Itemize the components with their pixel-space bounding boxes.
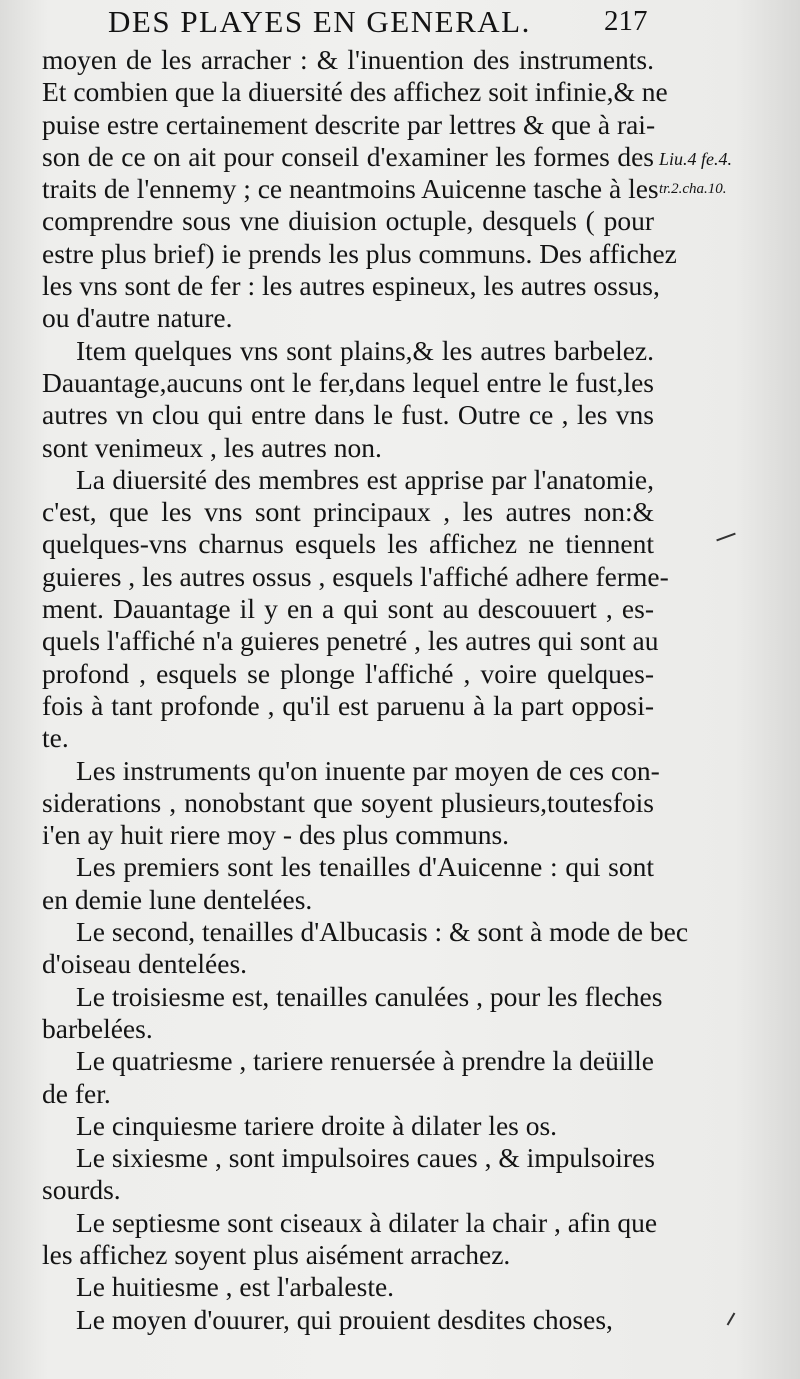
text-line: Le septiesme sont ciseaux à dilater la chair , afin que — [76, 1206, 658, 1238]
paragraph — [42, 851, 654, 916]
text-line: Les instruments qu'on inuente par moyen de ces con- — [76, 754, 660, 786]
text-line: sont venimeux , les autres non. — [42, 431, 382, 463]
text-line: de fer. — [42, 1077, 111, 1109]
text-line: Le cinquiesme tariere droite à dilater les os. — [76, 1109, 558, 1141]
paragraph — [42, 1271, 654, 1303]
text-line: en demie lune dentelées. — [42, 883, 313, 915]
text-line: moyen de les arracher : & l'inuention des instruments. — [42, 44, 654, 75]
text-line: estre plus brief) ie prends les plus communs. Des affichez — [42, 237, 677, 269]
paragraph — [42, 44, 677, 335]
text-line: Le troisiesme est, tenailles canulées , pour les fleches — [76, 980, 663, 1012]
paragraph — [42, 463, 669, 755]
text-line: son de ce on ait pour conseil d'examiner les formes des — [42, 140, 654, 172]
text-line: fois à tant profonde , qu'il est paruenu à la part opposi- — [42, 689, 654, 721]
page-number: 217 — [604, 5, 648, 37]
margin-mark — [727, 1312, 736, 1325]
text-line: barbelées. — [42, 1012, 153, 1044]
text-line: ment. Dauantage il y en a qui sont au descouuert , es- — [42, 593, 654, 625]
text-line: les vns sont de fer : les autres espineux, les autres ossus, — [42, 270, 660, 302]
marginal-note — [659, 144, 799, 204]
text-line: quelques-vns charnus esquels les affichez ne tiennent — [42, 528, 654, 560]
text-line: i'en ay huit riere moy - des plus communs. — [42, 819, 510, 851]
text-line: profond , esquels se plonge l'affiché , voire quelques- — [42, 657, 654, 689]
text-line: comprendre sous vne diuision octuple, desquels ( pour — [42, 205, 654, 237]
running-head — [0, 0, 800, 40]
text-line: traits de l'ennemy ; ce neantmoins Auicenne tasche à les — [42, 173, 659, 205]
text-line: puise estre certainement descrite par lettres & que à rai- — [42, 108, 656, 140]
text-line: Le huitiesme , est l'arbaleste. — [76, 1271, 395, 1303]
text-line: guieres , les autres ossus , esquels l'affiché adhere ferme- — [42, 560, 669, 592]
marginal-note-line: Liu.4 fe.4. — [659, 149, 733, 169]
text-line: d'oiseau dentelées. — [42, 948, 248, 980]
margin-mark — [716, 533, 735, 542]
text-line: Le moyen d'ouurer, qui prouient desdites choses, — [76, 1303, 613, 1335]
paragraph — [42, 1110, 654, 1142]
text-line: Le sixiesme , sont impulsoires caues , & impulsoires — [76, 1142, 655, 1174]
text-line: te. — [42, 722, 69, 754]
text-line: Les premiers sont les tenailles d'Auicenne : qui sont — [76, 851, 654, 883]
paragraph — [42, 1142, 654, 1207]
text-line: sourds. — [42, 1174, 121, 1206]
text-line: Item quelques vns sont plains,& les autres barbelez. — [76, 334, 654, 366]
body-text — [42, 44, 689, 1336]
text-line: Le quatriesme , tariere renuersée à prendre la deüille — [76, 1045, 654, 1077]
text-line: les affichez soyent plus aisément arrachez. — [42, 1238, 511, 1270]
text-line: Le second, tenailles d'Albucasis : & sont à mode de bec — [76, 916, 689, 948]
marginal-note-line: tr.2.cha.10. — [659, 181, 727, 197]
paragraph — [42, 980, 663, 1046]
text-line: ou d'autre nature. — [42, 302, 233, 334]
text-line: La diuersité des membres est apprise par l'anatomie, — [76, 463, 654, 495]
text-line: Et combien que la diuersité des affichez soit infinie,& ne — [42, 76, 668, 108]
paragraph — [42, 1206, 658, 1272]
paragraph — [42, 754, 660, 852]
text-line: autres vn clou qui entre dans le fust. Outre ce , les vns — [42, 399, 654, 431]
text-line: quels l'affiché n'a guieres penetré , les autres qui sont au — [42, 625, 659, 657]
paragraph — [42, 335, 654, 464]
paragraph — [42, 1045, 654, 1110]
text-line: c'est, que les vns sont principaux , les autres non:& — [42, 496, 654, 528]
paragraph — [42, 1304, 654, 1336]
text-line: siderations , nonobstant que soyent plusieurs,toutesfois — [42, 786, 654, 818]
paragraph — [42, 916, 689, 981]
text-line: Dauantage,aucuns ont le fer,dans lequel entre le fust,les — [42, 366, 654, 398]
running-title: DES PLAYES EN GENERAL. — [108, 4, 531, 39]
